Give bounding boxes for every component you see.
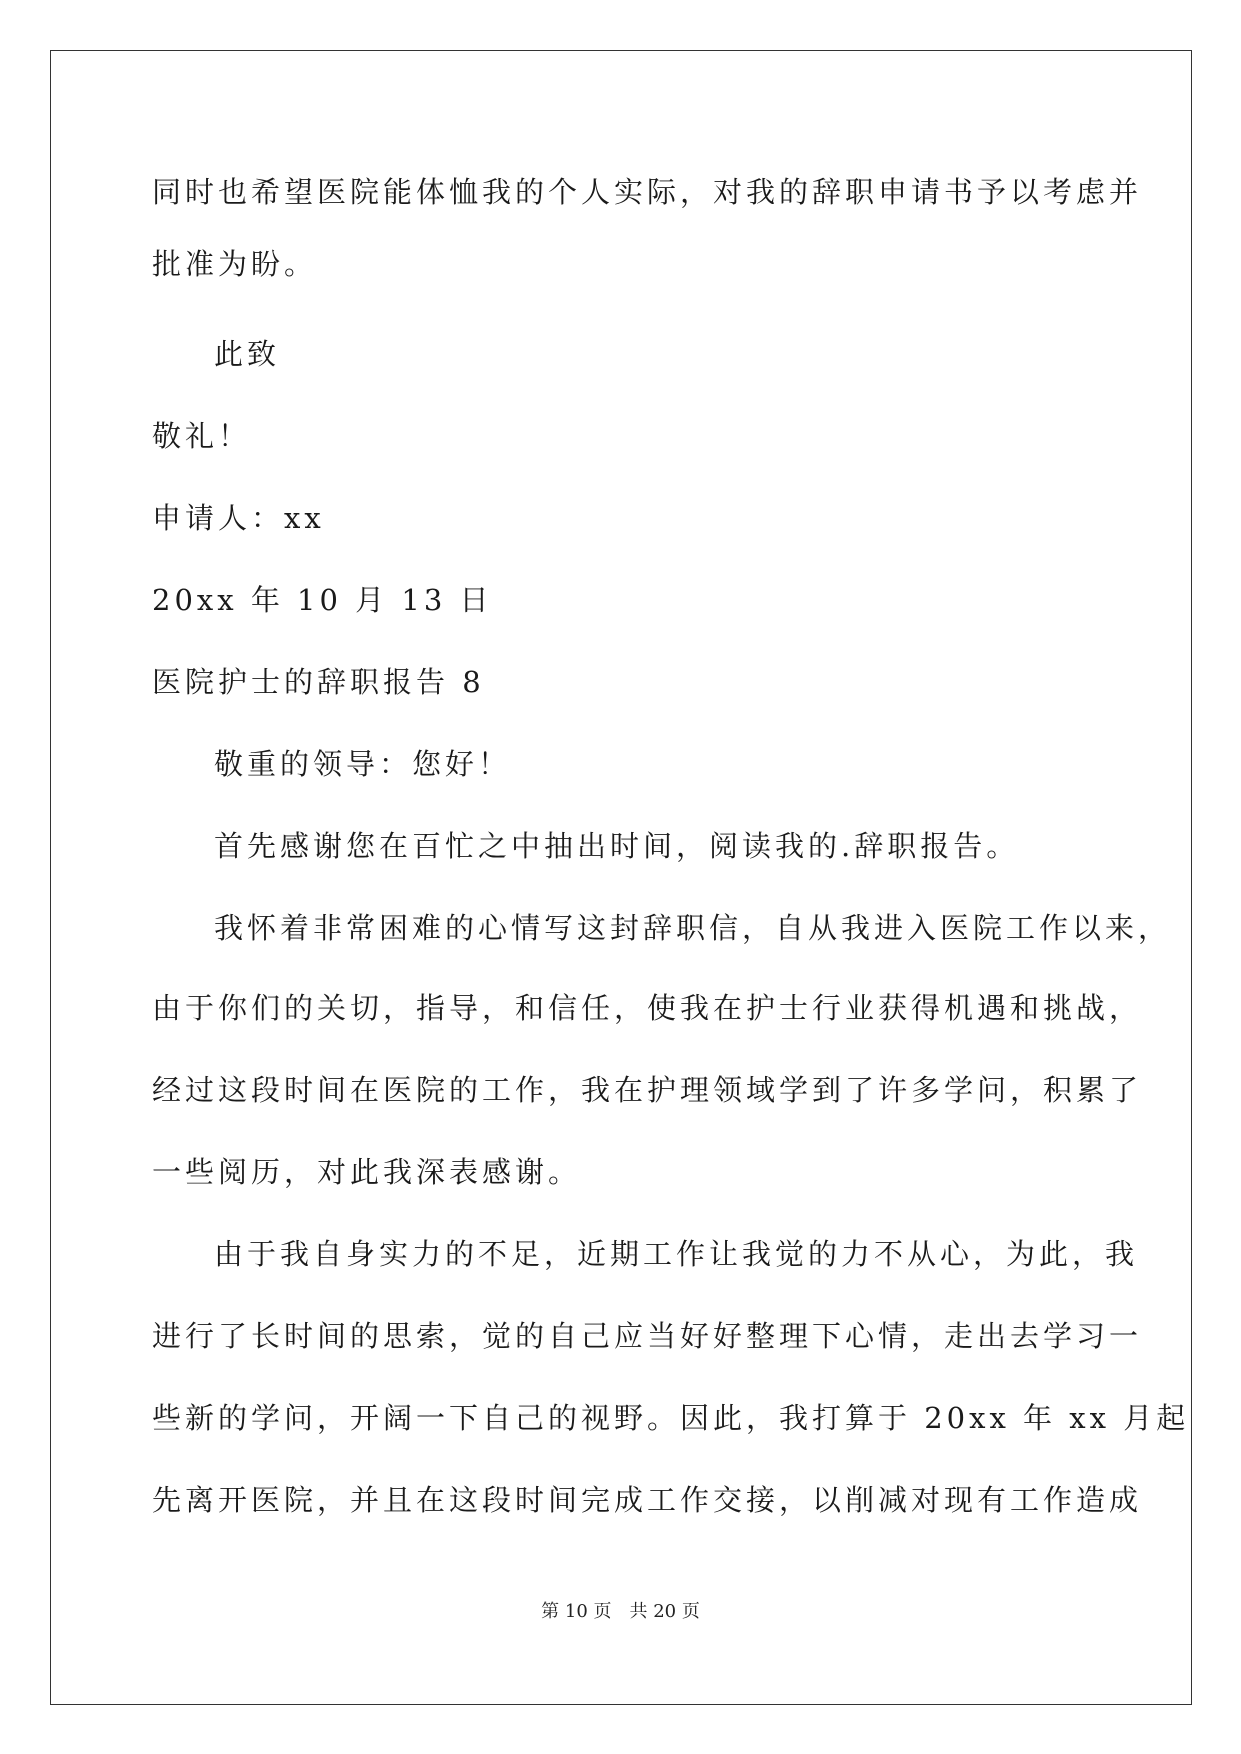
body-line: 批准为盼。 bbox=[152, 247, 318, 281]
page-number-footer: 第 10 页 共 20 页 bbox=[541, 1601, 700, 1622]
closing-regards: 敬礼！ bbox=[152, 419, 252, 453]
body-line: 先离开医院，并且在这段时间完成工作交接，以削减对现有工作造成 bbox=[152, 1483, 1143, 1517]
body-line: 我怀着非常困难的心情写这封辞职信，自从我进入医院工作以来， bbox=[214, 911, 1172, 945]
body-line: 经过这段时间在医院的工作，我在护理领域学到了许多学问，积累了 bbox=[152, 1073, 1143, 1107]
body-line: 同时也希望医院能体恤我的个人实际，对我的辞职申请书予以考虑并 bbox=[152, 175, 1143, 209]
body-line: 首先感谢您在百忙之中抽出时间，阅读我的.辞职报告。 bbox=[214, 829, 1020, 863]
body-line: 一些阅历，对此我深表感谢。 bbox=[152, 1155, 582, 1189]
applicant-signature: 申请人：xx bbox=[152, 501, 325, 535]
closing-salutation: 此致 bbox=[214, 337, 281, 371]
letter-date: 20xx 年 10 月 13 日 bbox=[152, 583, 493, 617]
greeting: 敬重的领导：您好！ bbox=[214, 747, 512, 781]
body-line: 进行了长时间的思索，觉的自己应当好好整理下心情，走出去学习一 bbox=[152, 1319, 1143, 1353]
body-line: 由于你们的关切，指导，和信任，使我在护士行业获得机遇和挑战， bbox=[152, 991, 1143, 1025]
body-line: 由于我自身实力的不足，近期工作让我觉的力不从心，为此，我 bbox=[214, 1237, 1139, 1271]
section-title: 医院护士的辞职报告 8 bbox=[152, 665, 485, 699]
body-line: 些新的学问，开阔一下自己的视野。因此，我打算于 20xx 年 xx 月起 bbox=[152, 1401, 1190, 1435]
page-border bbox=[50, 50, 1192, 1705]
